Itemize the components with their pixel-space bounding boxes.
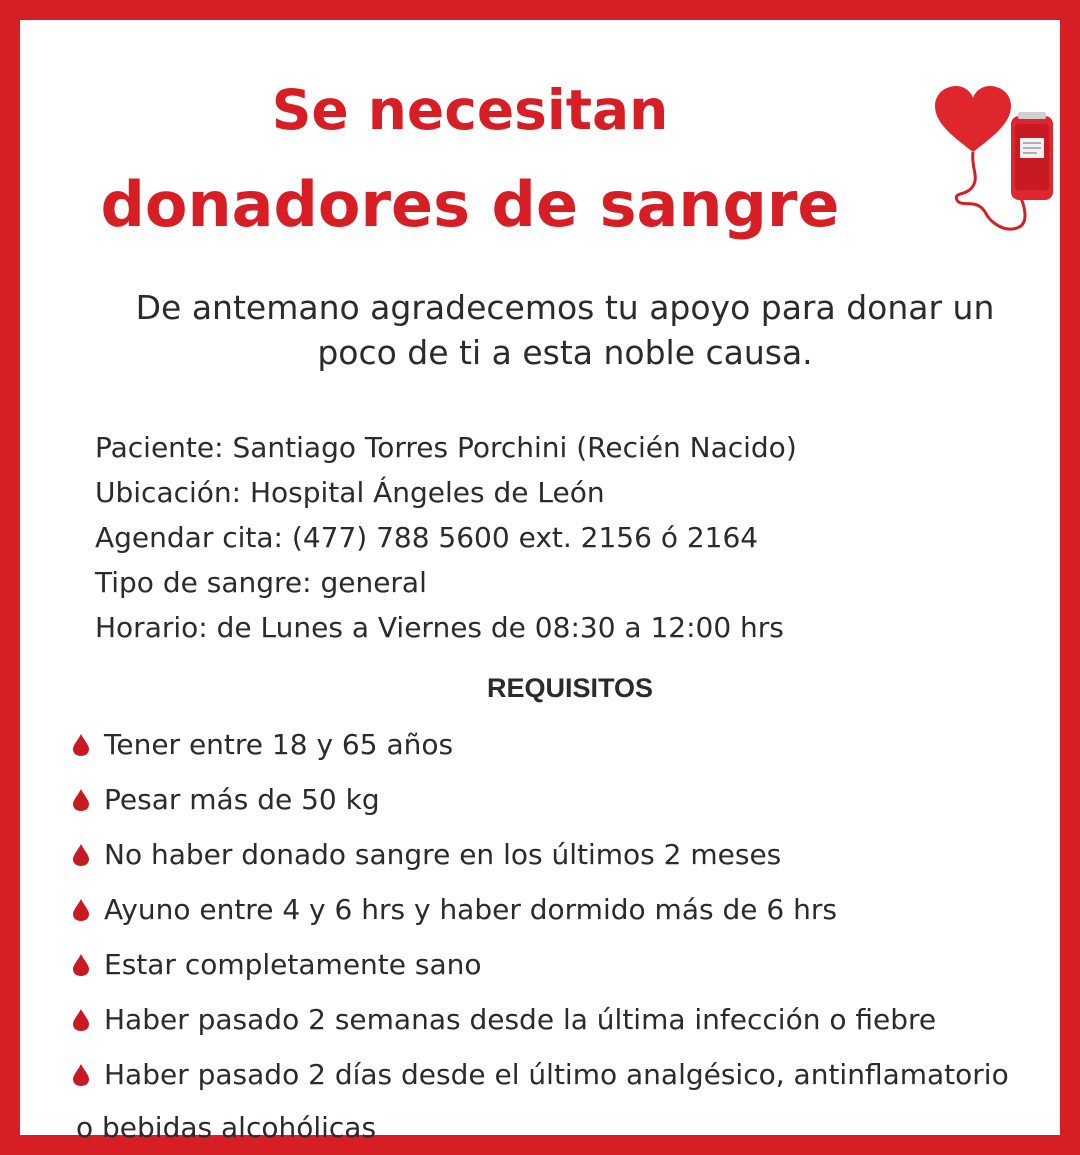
requirement-item — [70, 772, 1070, 827]
requirement-item — [70, 937, 1070, 992]
requirement-text: Haber pasado 2 días desde el último analgésico, antinflamatorio — [104, 1058, 1009, 1091]
appointment-phone: Agendar cita: (477) 788 5600 ext. 2156 ó 2164 — [95, 521, 759, 554]
blood-drop-icon — [72, 843, 90, 867]
schedule: Horario: de Lunes a Viernes de 08:30 a 12:00 hrs — [95, 611, 784, 644]
requirement-text: Haber pasado 2 semanas desde la última infección o fiebre — [104, 1003, 937, 1036]
requirement-text: No haber donado sangre en los últimos 2 meses — [104, 838, 782, 871]
intro-line-1: De antemano agradecemos tu apoyo para donar un — [135, 288, 995, 327]
blood-drop-icon — [72, 898, 90, 922]
requirement-item — [70, 1047, 1070, 1102]
requirement-item — [70, 882, 1070, 937]
blood-type: Tipo de sangre: general — [95, 566, 427, 599]
blood-drop-icon — [72, 1063, 90, 1087]
requirement-text: Ayuno entre 4 y 6 hrs y haber dormido más de 6 hrs — [104, 893, 837, 926]
requirement-item — [70, 717, 1070, 772]
requirement-text: Estar completamente sano — [104, 948, 482, 981]
heart-icon — [935, 86, 1011, 152]
blood-drop-icon — [72, 788, 90, 812]
intro-text — [80, 285, 1050, 375]
requirements-list — [70, 717, 1070, 1102]
title-line-2: donadores de sangre — [100, 168, 840, 241]
requirement-continuation: o bebidas alcohólicas — [76, 1111, 377, 1144]
patient-info — [95, 425, 1055, 650]
patient-name: Paciente: Santiago Torres Porchini (Recién Nacido) — [95, 431, 797, 464]
blood-drop-icon — [72, 1008, 90, 1032]
location: Ubicación: Hospital Ángeles de León — [95, 476, 605, 509]
blood-drop-icon — [72, 953, 90, 977]
requirements-title: REQUISITOS — [486, 673, 654, 703]
title-line-1: Se necesitan — [271, 78, 669, 142]
intro-line-2: poco de ti a esta noble causa. — [317, 333, 813, 372]
blood-drop-icon — [72, 733, 90, 757]
requirement-item — [70, 992, 1070, 1047]
requirement-text: Tener entre 18 y 65 años — [104, 728, 454, 761]
requirement-text: Pesar más de 50 kg — [104, 783, 380, 816]
heart-blood-bag-icon — [925, 80, 1065, 245]
requirement-item — [70, 827, 1070, 882]
